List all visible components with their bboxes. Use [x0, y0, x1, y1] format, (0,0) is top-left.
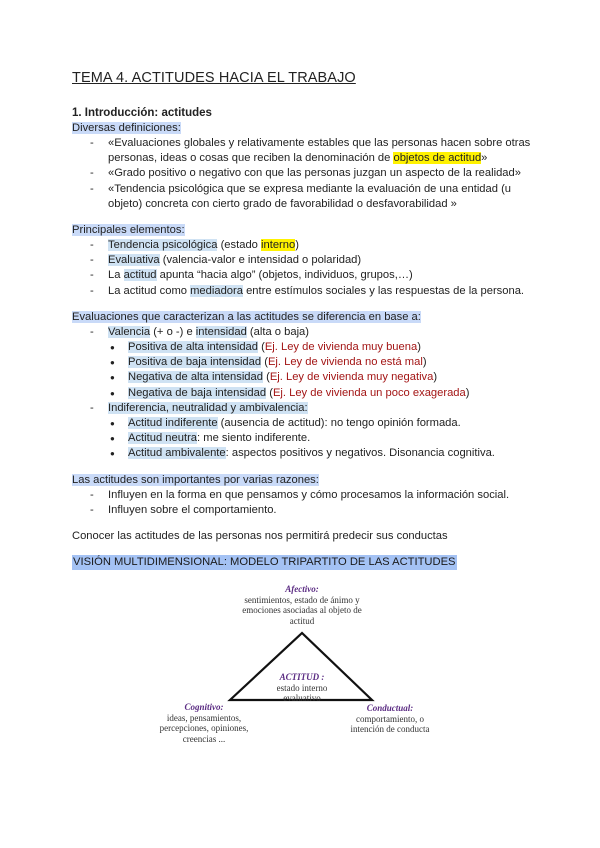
indifference-sublist: [72, 416, 542, 462]
differ-list-2: [72, 401, 542, 416]
differ-list: [72, 325, 542, 340]
section-heading-intro: 1. Introducción: actitudes: [72, 107, 212, 119]
afectivo-node: Afectivo: sentimientos, estado de ánimo y emociones asociadas al objeto de actitud: [242, 584, 362, 626]
definitions-list: [72, 136, 542, 212]
reasons-heading: Las actitudes son importantes por varias razones:: [72, 473, 319, 486]
conductual-node: Conductual: comportamiento, o intención de conducta: [350, 703, 430, 734]
conclusion-text: Conocer las actitudes de las personas nos permitirá predecir sus conductas: [72, 530, 448, 543]
list-item: - La actitud apunta “hacia algo” (objetos, individuos, grupos,…): [90, 268, 542, 283]
list-item: - Indiferencia, neutralidad y ambivalencia:: [90, 401, 542, 416]
list-item: - Evaluativa (valencia-valor e intensidad o polaridad): [90, 253, 542, 268]
list-item: ● Positiva de alta intensidad (Ej. Ley de vivienda muy buena): [110, 340, 542, 355]
definitions-heading: Diversas definiciones:: [72, 122, 181, 134]
list-item: - Tendencia psicológica (estado interno): [90, 238, 542, 253]
section2-heading: VISIÓN MULTIDIMENSIONAL: MODELO TRIPARTITO DE LAS ACTITUDES: [73, 556, 456, 569]
list-item: - Influyen en la forma en que pensamos y cómo procesamos la información social.: [90, 488, 542, 503]
list-item: ● Actitud indiferente (ausencia de actitud): no tengo opinión formada.: [110, 416, 542, 431]
document-page: [72, 70, 542, 570]
page-title: TEMA 4. ACTITUDES HACIA EL TRABAJO: [72, 70, 356, 86]
differ-heading: Evaluaciones que caracterizan a las actitudes se diferencia en base a:: [72, 310, 421, 323]
cognitivo-node: Cognitivo: ideas, pensamientos, percepciones, opiniones, creencias ...: [159, 702, 249, 744]
list-item: - «Grado positivo o negativo con que las personas juzgan un aspecto de la realidad»: [90, 166, 542, 181]
tripartite-diagram: [140, 580, 440, 755]
list-item: ● Positiva de baja intensidad (Ej. Ley de vivienda no está mal): [110, 355, 542, 370]
elements-heading: Principales elementos:: [72, 224, 185, 237]
list-item: ● Negativa de alta intensidad (Ej. Ley de vivienda muy negativa): [110, 370, 542, 385]
valence-sublist: [72, 340, 542, 401]
list-item: - La actitud como mediadora entre estímulos sociales y las respuestas de la persona.: [90, 284, 542, 299]
list-item: - «Evaluaciones globales y relativamente estables que las personas hacen sobre otras personas, ideas o cosas que reciben la denominación de objetos de actitud»: [90, 136, 542, 166]
highlight-objetos: objetos de actitud: [393, 152, 482, 165]
list-item: - Valencia (+ o -) e intensidad (alta o baja): [90, 325, 542, 340]
list-item: - «Tendencia psicológica que se expresa mediante la evaluación de una entidad (u objeto) concreta con cierto grado de favorabilidad o desfavorabilidad »: [90, 182, 542, 212]
reasons-list: [72, 488, 542, 518]
list-item: ● Actitud neutra: me siento indiferente.: [110, 431, 542, 446]
elements-list: [72, 238, 542, 299]
list-item: ● Actitud ambivalente: aspectos positivos y negativos. Disonancia cognitiva.: [110, 446, 542, 461]
actitud-node: ACTITUD : estado interno evaluativo: [276, 672, 328, 703]
list-item: ● Negativa de baja intensidad (Ej. Ley de vivienda un poco exagerada): [110, 386, 542, 401]
list-item: - Influyen sobre el comportamiento.: [90, 503, 542, 518]
